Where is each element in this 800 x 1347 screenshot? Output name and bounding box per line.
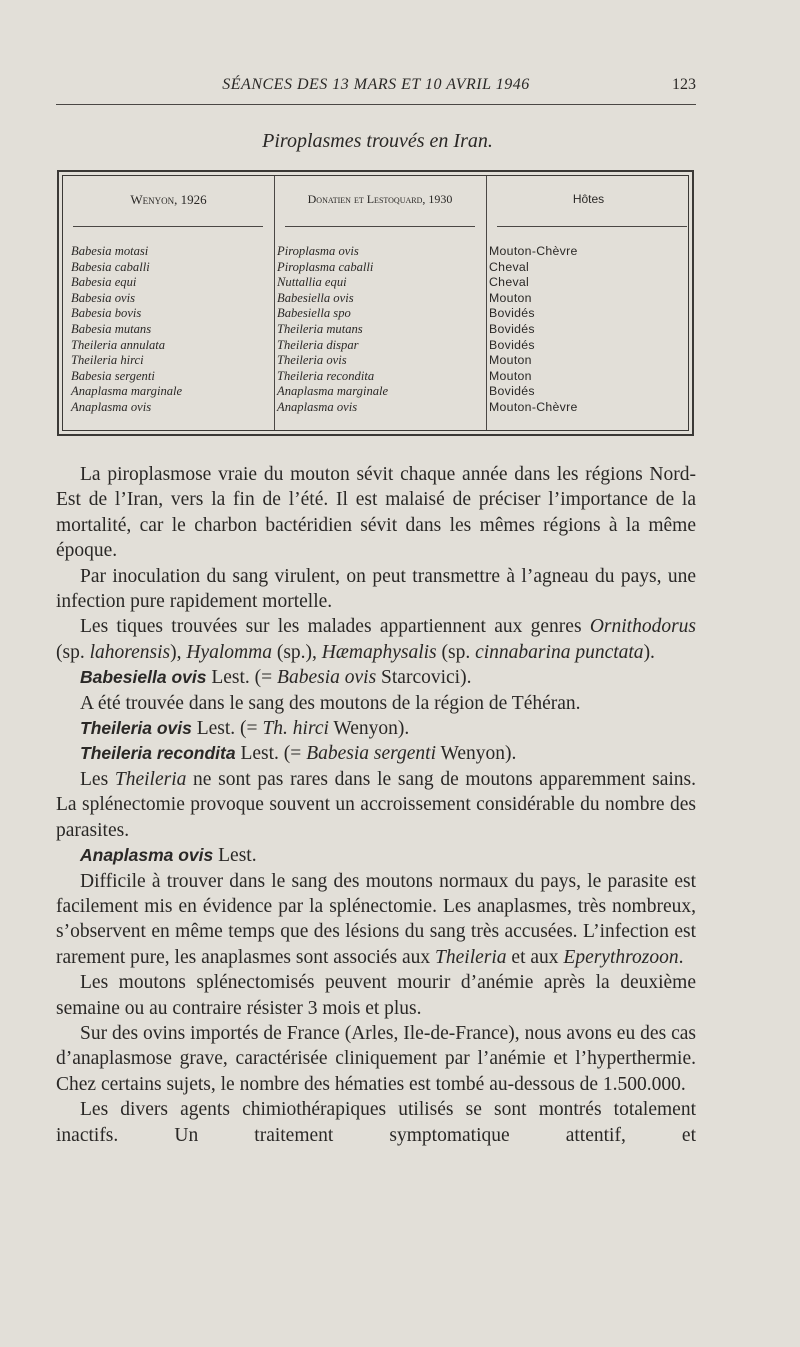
table-cell: Babesia bovis (71, 306, 142, 321)
paragraph: Les moutons splénectomisés peuvent mourir d’anémie après la deuxième semaine ou au contraire résister 3 mois et plus. (56, 972, 696, 1019)
header-rule-3 (497, 226, 687, 227)
table-cell: Cheval (489, 259, 530, 274)
table-cell: Anaplasma ovis (277, 399, 358, 414)
table-title: Piroplasmes trouvés en Iran. (262, 130, 493, 152)
paragraph: A été trouvée dans le sang des moutons de la région de Téhéran. (80, 692, 581, 714)
table-cell: Mouton (489, 290, 532, 305)
table-cell: Babesiella ovis (277, 290, 354, 305)
table-cell: Bovidés (489, 384, 535, 399)
table-cell: Anaplasma marginale (71, 384, 183, 399)
paragraph: Par inoculation du sang virulent, on peut transmettre à l’agneau du pays, une infection pure rapidement mortelle. (56, 565, 696, 613)
header-rule-1 (73, 226, 263, 227)
species-heading: Anaplasma ovis (80, 845, 214, 866)
table-cell: Theileria mutans (277, 321, 363, 336)
column-separator (274, 176, 275, 430)
column-hosts (489, 244, 578, 416)
page-number: 123 (672, 76, 696, 93)
header-hosts: Hôtes (572, 192, 605, 206)
table-cell: Cheval (489, 275, 530, 290)
header-wenyon: Wenyon, 1926 (130, 192, 207, 207)
table-cell: Theileria ovis (277, 353, 347, 368)
species-heading: Theileria recondita (80, 743, 236, 764)
paragraph: La piroplasmose vraie du mouton sévit chaque année dans les régions Nord-Est de l’Iran, vers la fin de l’été. Il est malaisé de préciser l’importance de la mortalité, car le charbon bactéridien sévit dans les mêmes régions à la même époque. (56, 464, 696, 562)
species-heading: Babesiella ovis (80, 667, 207, 688)
table-cell: Theileria annulata (71, 337, 166, 352)
table-inner-frame (62, 175, 689, 431)
column-separator (486, 176, 487, 430)
paragraph: Les Theileria ne sont pas rares dans le sang de moutons apparemment sains. La splénectomie provoque souvent un accroissement considérable du nombre des parasites. (56, 768, 696, 841)
table-cell: Babesia mutans (71, 321, 152, 336)
table-cell: Mouton-Chèvre (489, 399, 578, 414)
table-cell: Theileria hirci (71, 353, 144, 368)
header-rule (56, 104, 696, 105)
table-cell: Piroplasma caballi (277, 259, 374, 274)
table-cell: Theileria dispar (277, 337, 359, 352)
table-cell: Anaplasma ovis (71, 399, 152, 414)
paragraph: Les divers agents chimiothérapiques utilisés se sont montrés totalement inactifs. Un traitement symptomatique attentif, et (56, 1099, 696, 1146)
paragraph: Babesiella ovis Lest. (= Babesia ovis Starcovici). (80, 667, 472, 689)
header-rule-2 (285, 226, 475, 227)
paragraph: Sur des ovins importés de France (Arles, Ile-de-France), nous avons eu des cas d’anaplasmose grave, caractérisée cliniquement par l’anémie et l’hyperthermie. Chez certains sujets, le nombre des hématies est tombé au-dessous de 1.500.000. (56, 1022, 696, 1095)
table-cell: Theileria recondita (277, 368, 375, 383)
table-cell: Bovidés (489, 321, 535, 336)
table-cell: Babesia sergenti (71, 368, 155, 383)
table-cell: Bovidés (489, 306, 535, 321)
table-cell: Mouton (489, 353, 532, 368)
paragraph: Difficile à trouver dans le sang des moutons normaux du pays, le parasite est facilement mis en évidence par la splénectomie. Les anaplasmes, très nombreux, s’observent en même temps que des lésions du sang très accusées. L’infection est rarement pure, les anaplasmes sont associés aux Theileria et aux Eperythrozoon. (56, 870, 696, 968)
header-donatien: Donatien et Lestoquard, 1930 (307, 192, 453, 206)
table-cell: Babesiella spo (277, 306, 351, 321)
paragraph: Theileria recondita Lest. (= Babesia sergenti Wenyon). (80, 743, 517, 765)
table-cell: Babesia motasi (71, 244, 149, 258)
column-donatien (277, 244, 388, 416)
species-heading: Theileria ovis (80, 718, 192, 739)
body-text (56, 462, 696, 1148)
table-cell: Nuttallia equi (277, 275, 347, 290)
paragraph: Anaplasma ovis Lest. (80, 845, 257, 867)
table-cell: Anaplasma marginale (277, 384, 389, 399)
paragraph: Les tiques trouvées sur les malades appartiennent aux genres Ornithodorus (sp. lahorensis), Hyalomma (sp.), Hæmaphysalis (sp. cinnabarina punctata). (56, 616, 696, 663)
paragraph: Theileria ovis Lest. (= Th. hirci Wenyon). (80, 718, 410, 740)
table-cell: Babesia equi (71, 275, 137, 290)
table-cell: Babesia ovis (71, 290, 136, 305)
running-title: SÉANCES DES 13 MARS ET 10 AVRIL 1946 (222, 76, 530, 93)
piroplasm-table (57, 170, 694, 436)
column-wenyon (71, 244, 182, 416)
table-cell: Mouton-Chèvre (489, 244, 578, 258)
table-cell: Bovidés (489, 337, 535, 352)
running-head (56, 76, 696, 102)
table-cell: Mouton (489, 368, 532, 383)
table-cell: Piroplasma ovis (277, 244, 359, 258)
table-cell: Babesia caballi (71, 259, 150, 274)
